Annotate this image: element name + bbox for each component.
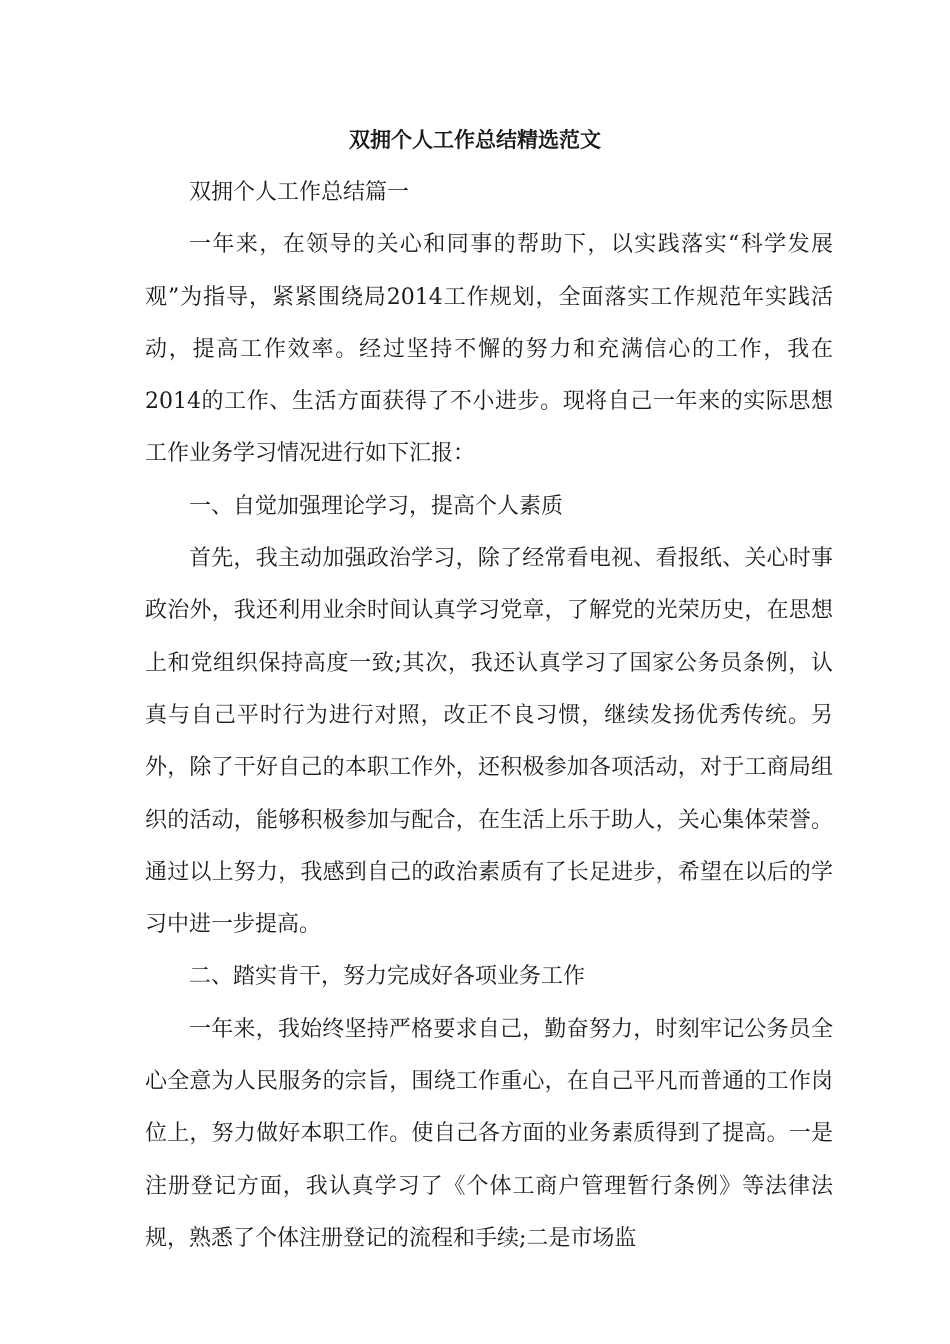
section-heading-theory-study: 一、自觉加强理论学习，提高个人素质 bbox=[189, 493, 564, 519]
section-heading-part-one: 双拥个人工作总结篇一 bbox=[189, 180, 410, 205]
document-title: 双拥个人工作总结精选范文 bbox=[349, 127, 601, 152]
document-body bbox=[145, 167, 833, 1265]
intro-paragraph: 一年来，在领导的关心和同事的帮助下，以实践落实“科学发展观”为指导，紧紧围绕局2014工作规划，全面落实工作规范年实践活动，提高工作效率。经过坚持不懈的努力和充满信心的工作，我在2014的工作、生活方面获得了不小进步。现将自己一年来的实际思想工作业务学习情况进行如下汇报： bbox=[145, 232, 833, 467]
theory-study-paragraph: 首先，我主动加强政治学习，除了经常看电视、看报纸、关心时事政治外，我还利用业余时间认真学习党章，了解党的光荣历史，在思想上和党组织保持高度一致;其次，我还认真学习了国家公务员条例，认真与自己平时行为进行对照，改正不良习惯，继续发扬优秀传统。另外，除了干好自己的本职工作外，还积极参加各项活动，对于工商局组织的活动，能够积极参加与配合，在生活上乐于助人，关心集体荣誉。通过以上努力，我感到自己的政治素质有了长足进步，希望在以后的学习中进一步提高。 bbox=[145, 546, 833, 938]
section-heading-work-tasks: 二、踏实肯干，努力完成好各项业务工作 bbox=[189, 964, 586, 990]
work-tasks-paragraph: 一年来，我始终坚持严格要求自己，勤奋努力，时刻牢记公务员全心全意为人民服务的宗旨，围绕工作重心，在自己平凡而普通的工作岗位上，努力做好本职工作。使自己各方面的业务素质得到了提高。一是注册登记方面，我认真学习了《个体工商户管理暂行条例》等法律法规，熟悉了个体注册登记的流程和手续;二是市场监 bbox=[145, 1016, 833, 1251]
